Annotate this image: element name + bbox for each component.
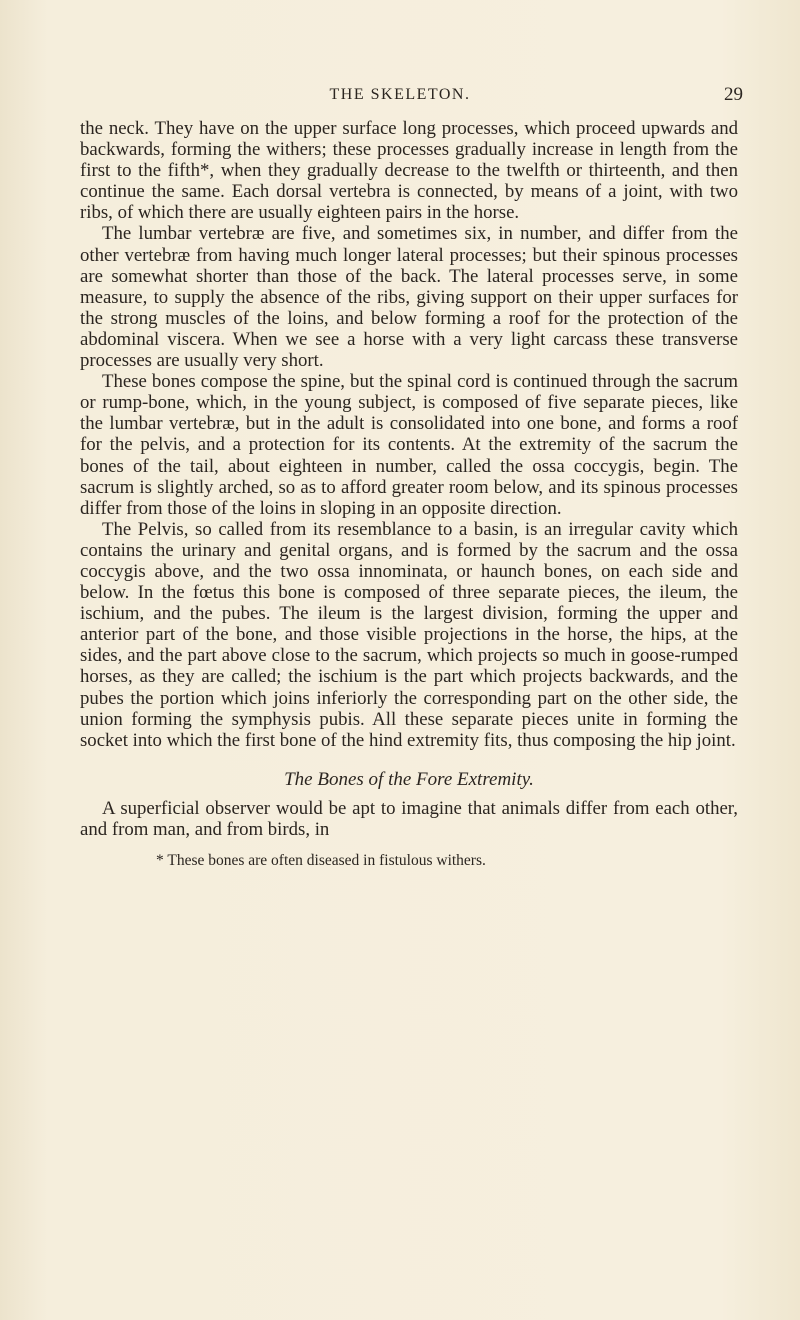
section-heading: The Bones of the Fore Extremity. xyxy=(284,768,534,790)
paragraph: the neck. They have on the upper surface long processes, which proceed upwards and backwards, forming the withers; these processes gradually increase in length from the first to the fifth*, when they gradually decrease to the twelfth or thirteenth, and then continue the same. Each dorsal vertebra is connected, by means of a joint, with two ribs, of which there are usually eighteen pairs in the horse. xyxy=(80,118,738,224)
paragraph: The lumbar vertebræ are five, and sometimes six, in number, and differ from the other vertebræ from having much longer lateral processes; but their spinous processes are somewhat shorter than those of the back. The lateral processes serve, in some measure, to supply the absence of the ribs, giving support on their upper surfaces for the strong muscles of the loins, and below forming a roof for the protection of the abdominal viscera. When we see a horse with a very light carcass these transverse processes are usually very short. xyxy=(80,223,738,372)
paragraph: The Pelvis, so called from its resemblance to a basin, is an irregular cavity which contains the urinary and genital organs, and is formed by the sacrum and the ossa coccygis above, and the two ossa innominata, or haunch bones, on each side and below. In the fœtus this bone is composed of three separate pieces, the ileum, the ischium, and the pubes. The ileum is the largest division, forming the upper and anterior part of the bone, and those visible projections in the horse, the hips, at the sides, and the part above close to the sacrum, which projects so much in goose-rumped horses, as they are called; the ischium is the part which projects backwards, and the pubes the portion which joins inferiorly the corresponding part on the other side, the union forming the symphysis pubis. All these separate pieces unite in forming the socket into which the first bone of the hind extremity fits, thus composing the hip joint. xyxy=(80,518,738,751)
paragraph: These bones compose the spine, but the spinal cord is continued through the sacrum or rump-bone, which, in the young subject, is composed of five separate pieces, like the lumbar vertebræ, but in the adult is consolidated into one bone, and forms a roof for the pelvis, and a protection for its contents. At the extremity of the sacrum the bones of the tail, about eighteen in number, called the ossa coccygis, begin. The sacrum is slightly arched, so as to afford greater room below, and its spinous processes differ from those of the loins in sloping in an opposite direction. xyxy=(80,371,738,519)
page-number: 29 xyxy=(724,84,743,105)
body-text xyxy=(80,118,738,870)
paragraph: A superficial observer would be apt to imagine that animals differ from each other, and from man, and from birds, in xyxy=(80,797,738,840)
running-head: THE SKELETON. xyxy=(329,86,471,103)
page-header xyxy=(0,86,800,110)
footnote: * These bones are often diseased in fistulous withers. xyxy=(156,852,486,870)
